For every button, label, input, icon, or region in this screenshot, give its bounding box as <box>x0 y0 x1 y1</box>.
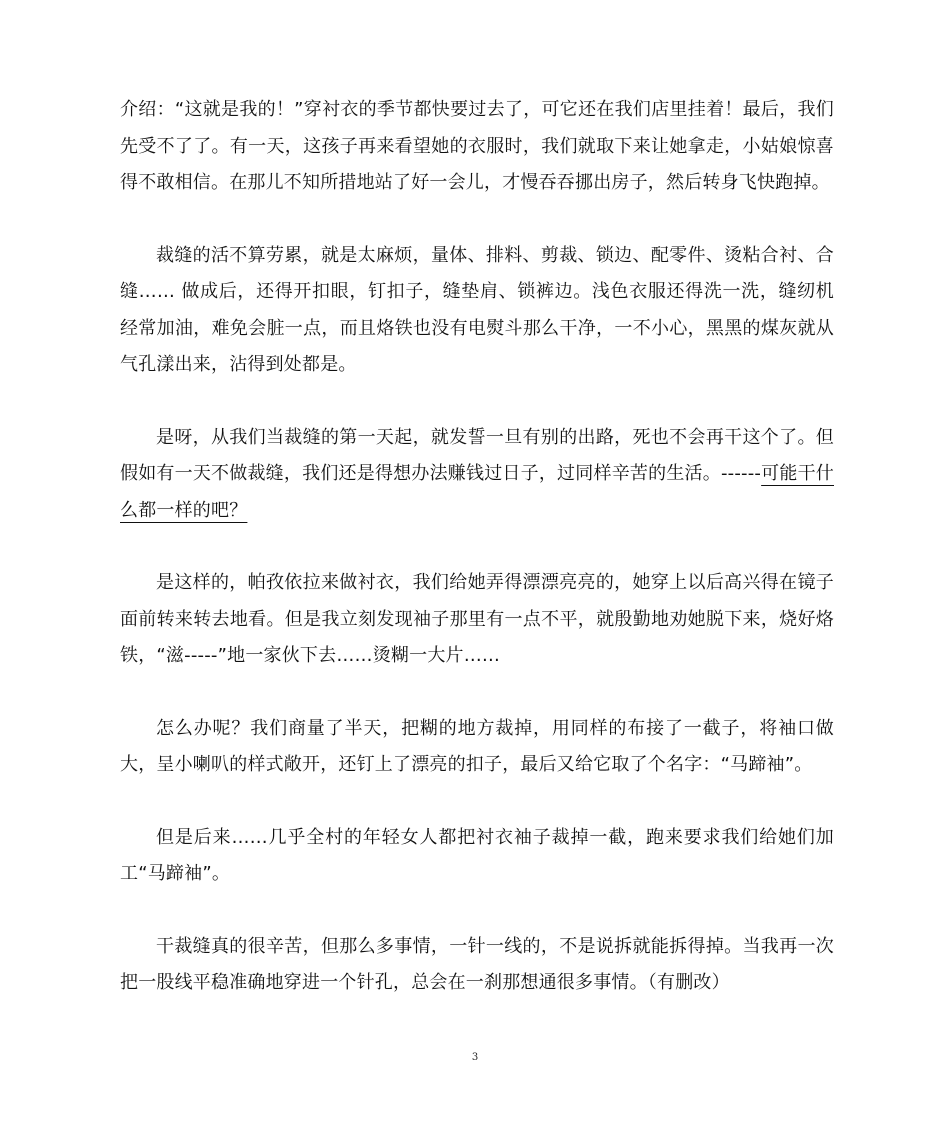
paragraph-1: 介绍：“这就是我的！”穿衬衣的季节都快要过去了，可它还在我们店里挂着！最后，我们先受不了了。有一天，这孩子再来看望她的衣服时，我们就取下来让她拿走，小姑娘惊喜得不敢相信。在那儿不知所措地站了好一会儿，才慢吞吞挪出房子，然后转身飞快跑掉。 <box>120 99 834 193</box>
paragraph-6: 但是后来……几乎全村的年轻女人都把衬衣袖子裁掉一截，跑来要求我们给她们加工“马蹄袖”。 <box>120 826 834 884</box>
paragraph-5: 怎么办呢？我们商量了半天，把糊的地方裁掉，用同样的布接了一截子，将袖口做大，呈小喇叭的样式敞开，还钉上了漂亮的扣子，最后又给它取了个名字：“马蹄袖”。 <box>120 717 834 775</box>
underlined-question: 可能干什么都一样的吧？ <box>120 463 834 521</box>
paragraph-2: 裁缝的活不算劳累，就是太麻烦，量体、排料、剪裁、锁边、配零件、烫粘合衬、合缝…… 做成后，还得开扣眼，钉扣子，缝垫肩、锁裤边。浅色衣服还得洗一洗，缝纫机经常加油，难免会脏一点，而且烙铁也没有电熨斗那么干净，一不小心，黑黑的煤灰就从气孔漾出来，沾得到处都是。 <box>120 244 834 375</box>
paragraph-3-text: 是呀，从我们当裁缝的第一天起，就发誓一旦有别的出路，死也不会再干这个了。但假如有一天不做裁缝，我们还是得想办法赚钱过日子，过同样辛苦的生活。------ <box>120 426 834 484</box>
paragraph-3 <box>120 420 834 530</box>
paragraph-4: 是这样的，帕孜依拉来做衬衣，我们给她弄得漂漂亮亮的，她穿上以后高兴得在镜子面前转来转去地看。但是我立刻发现袖子那里有一点不平，就殷勤地劝她脱下来，烧好烙铁，“滋-----”地一家伙下去……烫糊一大片…… <box>120 572 834 666</box>
page-number: 3 <box>471 1052 479 1063</box>
paragraph-7: 干裁缝真的很辛苦，但那么多事情，一针一线的，不是说拆就能拆得掉。当我再一次把一股线平稳准确地穿进一个针孔，总会在一刹那想通很多事情。（有删改） <box>120 935 834 993</box>
body-text <box>120 92 834 1002</box>
